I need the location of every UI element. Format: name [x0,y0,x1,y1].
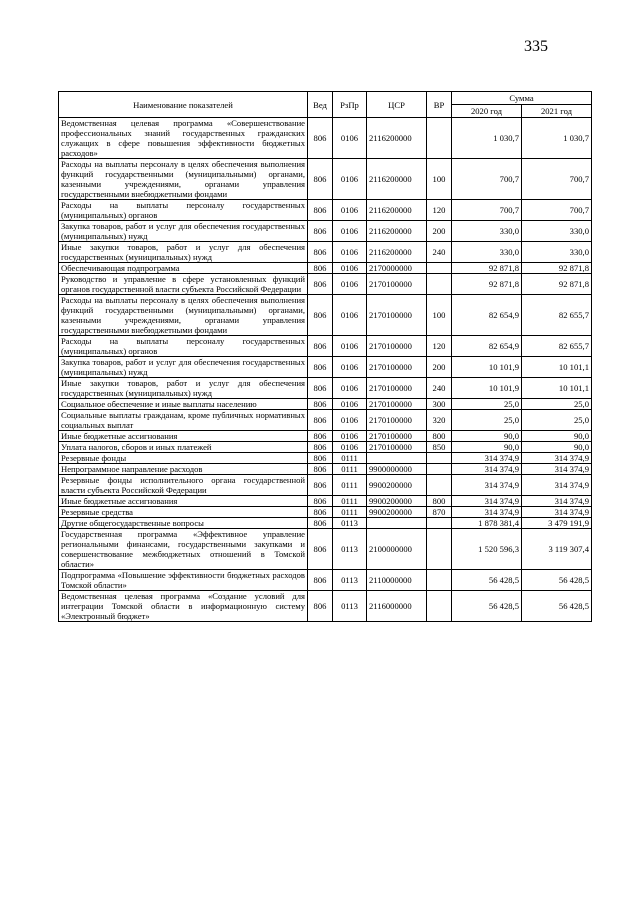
cell-ved: 806 [308,453,333,464]
cell-y2021: 25,0 [522,410,592,431]
cell-y2020: 10 101,9 [452,378,522,399]
cell-rzpr: 0106 [333,118,367,159]
cell-vr: 100 [427,295,452,336]
cell-name: Государственная программа «Эффективное управление региональными финансами, государственными закупками и совершенствование межбюджетных отношений в Томской области» [59,529,308,570]
cell-csr: 2170100000 [367,442,427,453]
cell-y2020: 314 374,9 [452,496,522,507]
cell-rzpr: 0106 [333,242,367,263]
cell-vr: 800 [427,496,452,507]
cell-name: Руководство и управление в сфере установленных функций органов государственной власти субъекта Российской Федерации [59,274,308,295]
cell-ved: 806 [308,274,333,295]
cell-name: Закупка товаров, работ и услуг для обеспечения государственных (муниципальных) нужд [59,357,308,378]
cell-y2020: 56 428,5 [452,591,522,622]
table-row [59,263,592,274]
cell-y2021: 314 374,9 [522,496,592,507]
cell-rzpr: 0111 [333,453,367,464]
cell-name: Социальные выплаты гражданам, кроме публичных нормативных социальных выплат [59,410,308,431]
table-row [59,529,592,570]
cell-csr: 2110000000 [367,570,427,591]
table-row [59,200,592,221]
cell-vr: 850 [427,442,452,453]
cell-rzpr: 0113 [333,529,367,570]
cell-vr: 100 [427,159,452,200]
cell-name: Уплата налогов, сборов и иных платежей [59,442,308,453]
cell-rzpr: 0106 [333,263,367,274]
cell-y2021: 90,0 [522,431,592,442]
cell-y2020: 1 030,7 [452,118,522,159]
cell-y2020: 90,0 [452,442,522,453]
cell-ved: 806 [308,464,333,475]
table-row [59,442,592,453]
cell-y2021: 82 655,7 [522,295,592,336]
cell-name: Резервные фонды исполнительного органа государственной власти субъекта Российской Федерации [59,475,308,496]
cell-name: Расходы на выплаты персоналу государственных (муниципальных) органов [59,336,308,357]
cell-vr [427,518,452,529]
cell-csr: 9900200000 [367,496,427,507]
cell-vr: 200 [427,221,452,242]
cell-rzpr: 0111 [333,507,367,518]
cell-csr: 2170100000 [367,431,427,442]
cell-name: Иные закупки товаров, работ и услуг для обеспечения государственных (муниципальных) нужд [59,242,308,263]
cell-y2020: 700,7 [452,200,522,221]
cell-ved: 806 [308,357,333,378]
cell-vr [427,453,452,464]
table-row [59,431,592,442]
cell-csr: 2116200000 [367,242,427,263]
cell-y2021: 700,7 [522,159,592,200]
cell-y2020: 1 520 596,3 [452,529,522,570]
cell-ved: 806 [308,399,333,410]
cell-vr: 800 [427,431,452,442]
table-row [59,591,592,622]
cell-vr: 200 [427,357,452,378]
cell-rzpr: 0106 [333,378,367,399]
cell-rzpr: 0106 [333,357,367,378]
cell-name: Расходы на выплаты персоналу в целях обеспечения выполнения функций государственными (муниципальными) органами, казенными учреждениями, органами управления государственными внебюджетными фондами [59,159,308,200]
cell-rzpr: 0113 [333,570,367,591]
cell-rzpr: 0106 [333,442,367,453]
cell-name: Иные бюджетные ассигнования [59,496,308,507]
cell-csr: 2170100000 [367,295,427,336]
cell-ved: 806 [308,242,333,263]
cell-ved: 806 [308,378,333,399]
cell-rzpr: 0106 [333,295,367,336]
cell-vr [427,591,452,622]
cell-csr: 9900200000 [367,507,427,518]
cell-csr: 2116200000 [367,200,427,221]
cell-csr: 2170100000 [367,274,427,295]
cell-ved: 806 [308,336,333,357]
cell-vr: 120 [427,336,452,357]
table-row [59,159,592,200]
cell-name: Социальное обеспечение и иные выплаты населению [59,399,308,410]
cell-y2021: 314 374,9 [522,507,592,518]
cell-name: Расходы на выплаты персоналу государственных (муниципальных) органов [59,200,308,221]
table-row [59,453,592,464]
cell-vr: 300 [427,399,452,410]
table-row [59,274,592,295]
cell-y2021: 90,0 [522,442,592,453]
cell-y2020: 90,0 [452,431,522,442]
cell-csr [367,453,427,464]
cell-csr: 2170100000 [367,378,427,399]
cell-y2021: 56 428,5 [522,591,592,622]
cell-y2021: 330,0 [522,221,592,242]
cell-y2021: 92 871,8 [522,263,592,274]
header-2021: 2021 год [522,105,592,118]
cell-y2021: 1 030,7 [522,118,592,159]
table-row [59,357,592,378]
cell-name: Подпрограмма «Повышение эффективности бюджетных расходов Томской области» [59,570,308,591]
cell-name: Ведомственная целевая программа «Создание условий для интеграции Томской области в информационную систему «Электронный бюджет» [59,591,308,622]
cell-vr: 320 [427,410,452,431]
cell-y2020: 700,7 [452,159,522,200]
cell-vr [427,464,452,475]
cell-y2021: 314 374,9 [522,475,592,496]
cell-y2020: 10 101,9 [452,357,522,378]
cell-ved: 806 [308,442,333,453]
cell-y2021: 10 101,1 [522,378,592,399]
cell-y2020: 92 871,8 [452,263,522,274]
cell-csr [367,518,427,529]
table-row [59,410,592,431]
cell-csr: 2116200000 [367,159,427,200]
cell-rzpr: 0106 [333,410,367,431]
cell-vr [427,529,452,570]
page-number: 335 [524,38,548,55]
cell-vr: 870 [427,507,452,518]
cell-name: Резервные средства [59,507,308,518]
cell-y2021: 92 871,8 [522,274,592,295]
cell-vr [427,475,452,496]
table-row [59,496,592,507]
table-row [59,118,592,159]
cell-rzpr: 0106 [333,399,367,410]
cell-ved: 806 [308,263,333,274]
cell-y2020: 56 428,5 [452,570,522,591]
table-row [59,295,592,336]
cell-ved: 806 [308,159,333,200]
cell-rzpr: 0113 [333,591,367,622]
cell-name: Другие общегосударственные вопросы [59,518,308,529]
cell-y2020: 314 374,9 [452,453,522,464]
cell-rzpr: 0106 [333,274,367,295]
cell-y2020: 25,0 [452,410,522,431]
cell-y2021: 25,0 [522,399,592,410]
cell-rzpr: 0113 [333,518,367,529]
cell-name: Закупка товаров, работ и услуг для обеспечения государственных (муниципальных) нужд [59,221,308,242]
cell-csr: 2170100000 [367,357,427,378]
cell-y2020: 82 654,9 [452,295,522,336]
cell-y2020: 314 374,9 [452,507,522,518]
cell-name: Непрограммное направление расходов [59,464,308,475]
table-row [59,464,592,475]
header-sum: Сумма [452,92,592,105]
cell-rzpr: 0111 [333,496,367,507]
cell-y2020: 330,0 [452,221,522,242]
header-name: Наименование показателей [59,92,308,118]
cell-rzpr: 0106 [333,200,367,221]
cell-rzpr: 0106 [333,336,367,357]
header-rzpr: РзПр [333,92,367,118]
cell-y2020: 314 374,9 [452,475,522,496]
table-row [59,242,592,263]
budget-table [58,91,592,622]
cell-rzpr: 0111 [333,464,367,475]
cell-vr [427,263,452,274]
table-row [59,336,592,357]
cell-ved: 806 [308,570,333,591]
cell-vr: 240 [427,378,452,399]
cell-vr [427,570,452,591]
cell-ved: 806 [308,118,333,159]
cell-y2020: 92 871,8 [452,274,522,295]
cell-name: Ведомственная целевая программа «Совершенствование профессиональных знаний государственных гражданских служащих в сфере повышения эффективности бюджетных расходов» [59,118,308,159]
cell-csr: 2116200000 [367,118,427,159]
table-row [59,399,592,410]
cell-y2020: 1 878 381,4 [452,518,522,529]
cell-name: Обеспечивающая подпрограмма [59,263,308,274]
cell-csr: 2170100000 [367,336,427,357]
cell-y2020: 330,0 [452,242,522,263]
cell-ved: 806 [308,518,333,529]
cell-y2021: 10 101,1 [522,357,592,378]
cell-rzpr: 0106 [333,221,367,242]
cell-csr: 9900000000 [367,464,427,475]
cell-ved: 806 [308,200,333,221]
table-row [59,475,592,496]
cell-csr: 2116000000 [367,591,427,622]
table-row [59,518,592,529]
cell-ved: 806 [308,507,333,518]
cell-vr [427,118,452,159]
cell-ved: 806 [308,431,333,442]
cell-csr: 9900200000 [367,475,427,496]
cell-y2021: 3 479 191,9 [522,518,592,529]
cell-y2020: 25,0 [452,399,522,410]
cell-name: Иные закупки товаров, работ и услуг для обеспечения государственных (муниципальных) нужд [59,378,308,399]
table-row [59,570,592,591]
cell-y2021: 56 428,5 [522,570,592,591]
cell-csr: 2170000000 [367,263,427,274]
cell-name: Резервные фонды [59,453,308,464]
cell-ved: 806 [308,295,333,336]
cell-ved: 806 [308,591,333,622]
cell-rzpr: 0106 [333,159,367,200]
header-2020: 2020 год [452,105,522,118]
cell-y2021: 330,0 [522,242,592,263]
cell-vr: 120 [427,200,452,221]
cell-csr: 2100000000 [367,529,427,570]
cell-name: Иные бюджетные ассигнования [59,431,308,442]
header-csr: ЦСР [367,92,427,118]
cell-rzpr: 0111 [333,475,367,496]
cell-y2021: 314 374,9 [522,453,592,464]
cell-name: Расходы на выплаты персоналу в целях обеспечения выполнения функций государственными (муниципальными) органами, казенными учреждениями, органами управления государственными внебюджетными фондами [59,295,308,336]
cell-ved: 806 [308,529,333,570]
cell-y2020: 314 374,9 [452,464,522,475]
table-row [59,378,592,399]
cell-ved: 806 [308,410,333,431]
cell-vr: 240 [427,242,452,263]
table-row [59,221,592,242]
table-body [59,118,592,622]
header-vr: ВР [427,92,452,118]
cell-csr: 2170100000 [367,399,427,410]
cell-y2021: 700,7 [522,200,592,221]
cell-ved: 806 [308,496,333,507]
cell-csr: 2116200000 [367,221,427,242]
cell-ved: 806 [308,475,333,496]
header-ved: Вед [308,92,333,118]
table-row [59,507,592,518]
cell-csr: 2170100000 [367,410,427,431]
cell-vr [427,274,452,295]
cell-rzpr: 0106 [333,431,367,442]
cell-y2021: 314 374,9 [522,464,592,475]
cell-y2020: 82 654,9 [452,336,522,357]
cell-ved: 806 [308,221,333,242]
cell-y2021: 3 119 307,4 [522,529,592,570]
cell-y2021: 82 655,7 [522,336,592,357]
